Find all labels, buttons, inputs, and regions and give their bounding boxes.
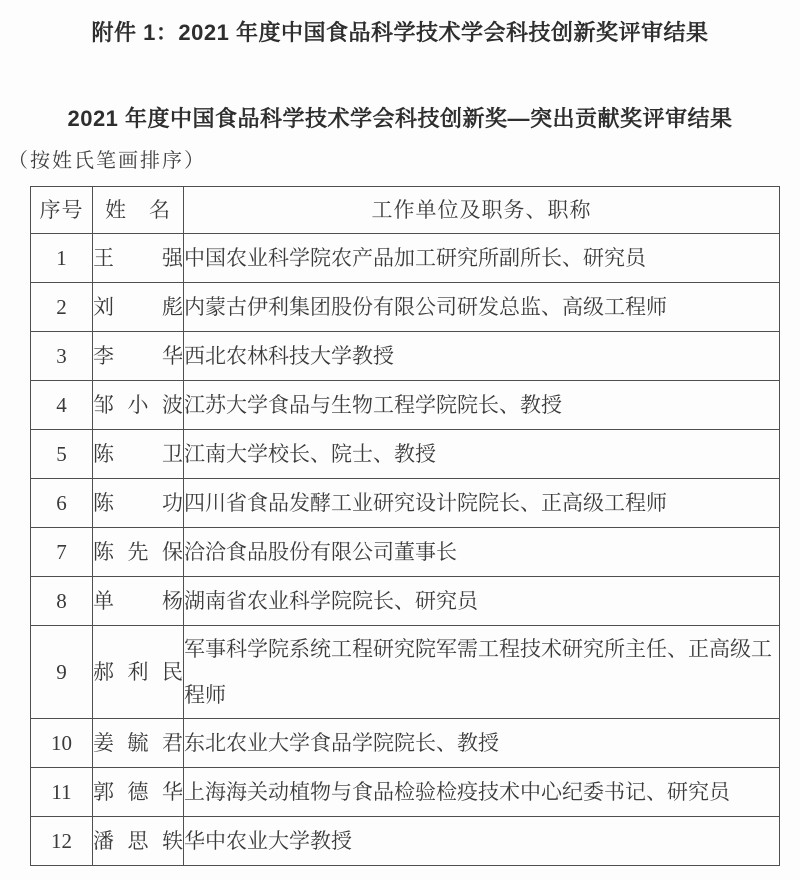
cell-serial: 1 xyxy=(31,234,93,283)
table-row xyxy=(31,528,780,577)
cell-affiliation: 湖南省农业科学院院长、研究员 xyxy=(184,577,780,626)
table-row xyxy=(31,283,780,332)
cell-affiliation: 江苏大学食品与生物工程学院院长、教授 xyxy=(184,381,780,430)
cell-name: 陈 卫 xyxy=(93,430,184,479)
header-cell-affiliation: 工作单位及职务、职称 xyxy=(184,187,780,234)
results-table xyxy=(30,186,780,866)
cell-serial: 10 xyxy=(31,719,93,768)
cell-serial: 12 xyxy=(31,817,93,866)
cell-affiliation: 四川省食品发酵工业研究设计院院长、正高级工程师 xyxy=(184,479,780,528)
cell-name: 邹小波 xyxy=(93,381,184,430)
cell-affiliation: 洽洽食品股份有限公司董事长 xyxy=(184,528,780,577)
table-row xyxy=(31,719,780,768)
cell-serial: 6 xyxy=(31,479,93,528)
cell-serial: 7 xyxy=(31,528,93,577)
header-cell-name: 姓 名 xyxy=(93,187,184,234)
cell-serial: 4 xyxy=(31,381,93,430)
cell-serial: 3 xyxy=(31,332,93,381)
table-header-row xyxy=(31,187,780,234)
table-row xyxy=(31,577,780,626)
cell-name: 刘 彪 xyxy=(93,283,184,332)
cell-name: 王 强 xyxy=(93,234,184,283)
table-body xyxy=(31,234,780,866)
header-cell-serial: 序号 xyxy=(31,187,93,234)
cell-name: 潘思轶 xyxy=(93,817,184,866)
cell-affiliation: 华中农业大学教授 xyxy=(184,817,780,866)
section-title: 2021 年度中国食品科学技术学会科技创新奖—突出贡献奖评审结果 xyxy=(67,106,733,131)
sort-note: （按姓氏笔画排序） xyxy=(8,150,206,172)
cell-affiliation: 西北农林科技大学教授 xyxy=(184,332,780,381)
table-row xyxy=(31,332,780,381)
cell-name: 陈 功 xyxy=(93,479,184,528)
cell-name: 李 华 xyxy=(93,332,184,381)
table-row xyxy=(31,817,780,866)
cell-affiliation: 江南大学校长、院士、教授 xyxy=(184,430,780,479)
table-row xyxy=(31,430,780,479)
cell-affiliation: 内蒙古伊利集团股份有限公司研发总监、高级工程师 xyxy=(184,283,780,332)
table-row xyxy=(31,626,780,719)
cell-affiliation: 上海海关动植物与食品检验检疫技术中心纪委书记、研究员 xyxy=(184,768,780,817)
table-row xyxy=(31,381,780,430)
cell-serial: 9 xyxy=(31,626,93,719)
cell-affiliation: 东北农业大学食品学院院长、教授 xyxy=(184,719,780,768)
cell-name: 陈先保 xyxy=(93,528,184,577)
cell-affiliation: 军事科学院系统工程研究院军需工程技术研究所主任、正高级工程师 xyxy=(184,626,780,719)
table-row xyxy=(31,234,780,283)
cell-name: 单 杨 xyxy=(93,577,184,626)
table-row xyxy=(31,479,780,528)
cell-affiliation: 中国农业科学院农产品加工研究所副所长、研究员 xyxy=(184,234,780,283)
cell-name: 姜毓君 xyxy=(93,719,184,768)
cell-serial: 5 xyxy=(31,430,93,479)
cell-serial: 2 xyxy=(31,283,93,332)
cell-name: 郭德华 xyxy=(93,768,184,817)
cell-serial: 8 xyxy=(31,577,93,626)
attachment-title: 附件 1：2021 年度中国食品科学技术学会科技创新奖评审结果 xyxy=(91,20,709,45)
cell-name: 郝利民 xyxy=(93,626,184,719)
table-row xyxy=(31,768,780,817)
cell-serial: 11 xyxy=(31,768,93,817)
